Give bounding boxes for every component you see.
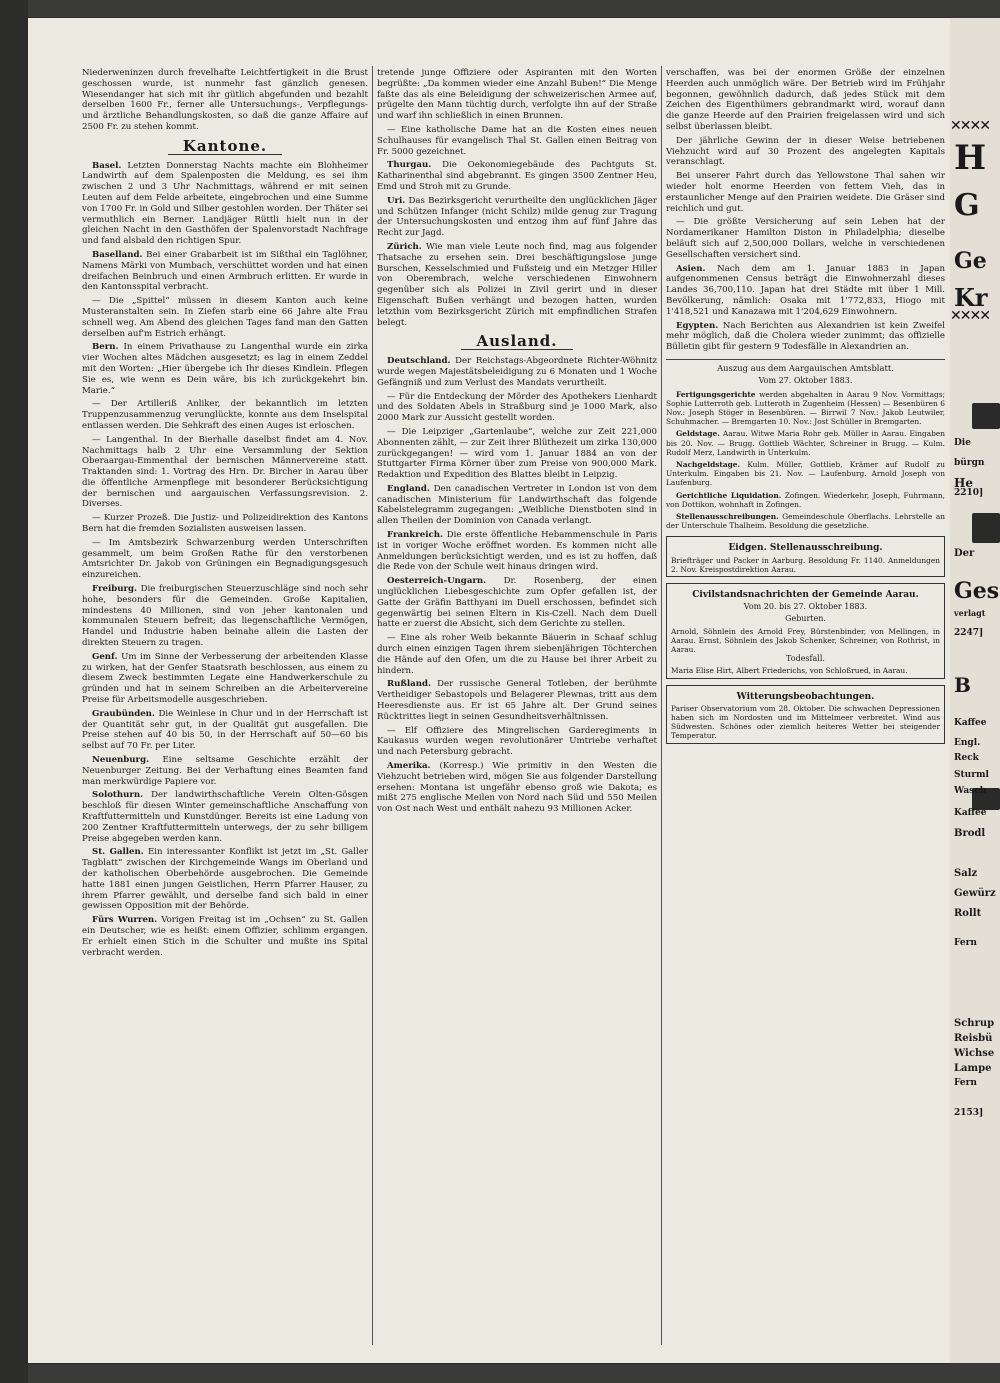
box2-title: Civilstandsnachrichten der Gemeinde Aarau. [692,589,919,600]
strip-fragment: Engl. [954,738,981,748]
strip-fragment: Wichse [954,1048,995,1059]
article-lead: Rußland. [387,679,432,690]
strip-fragment: Kaffee [954,718,987,728]
article-paragraph [82,161,368,247]
article-lead: Geldstage. [676,429,720,439]
box1-title: Eidgen. Stellenausschreibung. [728,543,883,554]
article-paragraph [82,435,368,511]
article-text: Kulm. Müller, Gottlieb, Krämer auf Rudolf zu Unterkulm. Eingaben bis 21. Nov. — Laufenburg. Arnold Joseph von Laufenburg. [666,459,945,488]
column-rule-2 [661,66,662,1345]
article-paragraph [82,250,368,293]
article-lead: Oesterreich-Ungarn. [387,576,487,587]
article-paragraph [377,356,657,388]
article-text: Die Weinlese in Chur und in der Herrschaft ist der Quantität sehr gut, in der Qualität gut ausgefallen. Die Preise stehen auf 40 bis 50, in der Herrschaft auf 50—60 bis selbst auf 70 Fr. per Liter. [82,708,368,752]
article-paragraph [377,427,657,481]
article-paragraph [377,392,657,424]
article-text: Vorigen Freitag ist im „Ochsen“ zu St. Gallen ein Deutscher, wie es heißt: einem Offizier, schlimm ergangen. Er erhielt einen Stich in die Schulter und mußte ins Spital verbracht werden. [82,915,368,958]
article-lead: Asien. [676,263,706,274]
box3-text: Pariser Observatorium vom 28. Oktober. Die schwachen Depressionen haben sich im Nordosten und im Mittelmeer verbreitet. Wind aus Südwesten. Schönes oder ziemlich heiteres Wetter bei steigender Temperatur. [671,703,940,741]
article-lead: Egypten. [676,320,719,331]
article-paragraph [377,530,657,573]
article-text: Ein interessanter Konflikt ist jetzt im „St. Galler Tagblatt“ zwischen der Kirchgemeinde Wangs im Oberland und der katholischen Oberbehörde ausgebrochen. Die Gemeinde hatte 1881 einen jungen Geistlichen, Herrn Pfarrer Hauser, zu ihrem Pfarrer gewählt, und derselbe fand sich bald in einer gewissen Opposition mit der Behörde. [82,847,368,912]
article-paragraph [82,652,368,706]
strip-fragment: Fern [954,938,977,948]
article-paragraph [82,584,368,649]
article-lead: Basel. [92,160,122,171]
article-text: Den canadischen Vertreter in London ist von dem canadischen Ministerium für Landwirthschaft das folgende Kabelstelegramm zugegangen: „Weibliche Dienstboten sind in allen Theilen der Dominion von Canada verlangt. [377,483,657,527]
amtsblatt-title: Auszug aus dem Aargauischen Amtsblatt. [666,359,945,374]
article-text: werden abgehalten in Aarau 9 Nov. Vormittags; Sophie Lutterroth geb. Lutteroth in Zugenheim (Hessen) — Besenbüren 6 Nov.: Joseph Stöger in Besenbüren. — Birrwil 7 Nov.: Jakob Leutwiler, Schuhmacher. — Bremgarten 10. Nov.: Jost Schüller in Bremgarten. [666,389,945,427]
article-text: Der landwirthschaftliche Verein Olten-Gösgen beschloß für diesen Winter gemeinschaftliche Anschaffung von Kraftfuttermitteln und Kunstdünger. Bereits ist eine Ladung von 200 Zentner Kraftfuttermitteln unterwegs, der zu sehr billigem Preise abgegeben werden kann. [82,790,368,844]
article-paragraph [377,196,657,239]
article-paragraph [666,390,945,427]
article-text: In einem Privathause zu Langenthal wurde ein zirka vier Wochen altes Mädchen ausgesetzt; es lag in einem Zeddel mit den Worten: „Hier übergebe ich Ihr dieses Kindlein. Pflegen Sie es, wie wenn es Dein wäre, bis ich zurückgekehrt bin. Marie.“ [82,342,368,396]
article-paragraph [666,136,945,168]
article-text: Das Bezirksgericht verurtheilte den unglücklichen Jäger und Schützen Infanger (nicht Schilz) milde genug zur Tragung der Untersuchungskosten und entzog ihm auf fünf Jahre das Recht zur Jagd. [377,195,657,239]
article-lead: Baselland. [92,249,143,260]
article-text: (Korresp.) Wie primitiv in den Westen die Viehzucht betrieben wird, mögen Sie aus folgender Darstellung ersehen: Montana ist ungefähr ebenso groß wie Dakota; es mißt 275 englische Meilen von Nord nach Süd und 550 Meilen von Ost nach West und enthält nahezu 93 Millionen Acker. [377,761,657,815]
strip-fragment: Gewürz [954,888,996,899]
article-text: — Eine katholische Dame hat an die Kosten eines neuen Schulhauses für evangelisch Thal St. Gallen einen Beitrag von Fr. 5000 gezeichnet. [377,124,657,157]
strip-fragment: G [954,188,980,223]
ausland-heading: Ausland. [476,332,558,351]
article-lead: Nachgeldstage. [676,459,741,469]
article-paragraph [377,679,657,722]
article-text: Dr. Rosenberg, der einen unglücklichen Liebesgeschichte zum Opfer gefallen ist, der Gatte der Gräfin Batthyani im Duell erschossen, befindet sich gegenwärtig bei seinen Eltern in Kis-Czell. Nach dem Duell hatte er zuerst die Absicht, sich dem Gerichte zu stellen. [377,576,657,630]
births-text: Arnold, Söhnlein des Arnold Frey, Bürstenbinder, von Mellingen, in Aarau. Ernst, Söhnlein des Jakob Schenker, Schreiner, von Rothrist, in Aarau. [671,626,940,654]
article-paragraph [377,726,657,758]
strip-fragment: He [954,476,973,490]
stellenausschreibung-box [666,536,945,577]
article-paragraph [377,125,657,157]
column-3 [666,68,945,1343]
article-lead: St. Gallen. [92,847,144,858]
strip-fragment: Der [954,548,975,559]
strip-fragment: Lampe [954,1063,992,1074]
strip-fragment: Reisbü [954,1033,993,1044]
article-text: Der Reichstags-Abgeordnete Richter-Wöhnitz wurde wegen Majestätsbeleidigung zu 6 Monaten und 1 Woche Gefängniß und zum Verlust des Mandats verurtheilt. [377,356,657,388]
article-text: Die freiburgischen Steuerzuschläge sind noch sehr hohe, besonders für die Gemeinden. Große Kapitalien, mindestens 40 Millionen, sind von jeher kantonalen und kommunalen Steuern befreit; das liegenschaftliche Vermögen, Handel und Industrie haben beinahe allein die Lasten der direkten Steuern zu tragen. [82,584,368,649]
strip-fragment: H [954,138,987,178]
article-lead: Gerichtliche Liquidation. [676,490,782,500]
article-paragraph [666,512,945,530]
article-paragraph [82,915,368,958]
strip-fragment: 2247] [954,628,984,638]
article-lead: Thurgau. [387,160,432,171]
ink-block [972,513,1000,543]
strip-fragment: Ges [954,578,1000,604]
civilstand-box [666,583,945,679]
article-lead: Bern. [92,342,119,353]
article-paragraph [666,429,945,457]
article-paragraph [82,709,368,752]
article-text: Der russische General Totleben, der berühmte Vertheidiger Sebastopols und Belagerer Plewnas, tritt aus dem Heeresdienste aus. Er ist 65 Jahre alt. Der Grund seines Rücktrittes liegt in seinen Gesundheitsverhältnissen. [377,679,657,722]
strip-fragment: Salz [954,868,978,879]
article-text: Um im Sinne der Verbesserung der arbeitenden Klasse zu wirken, hat der Genfer Staatsrath beschlossen, aus einem zu diesem Zweck bestimmten Legate eine Handwerkerschule zu gründen und hat in seinem Schreiben an die Arbeitervereine Preise für Arbeitsmodelle ausgeschrieben. [82,651,368,706]
article-text: Die Oekonomiegebäude des Pachtguts St. Katharinenthal sind abgebrannt. Es gingen 3500 Zentner Heu, Emd und Stroh mit zu Grunde. [377,160,657,192]
column-rule-1 [372,66,373,1345]
col3-articles [666,136,945,353]
box1-text: Briefträger und Packer in Aarburg. Besoldung Fr. 1140. Anmeldungen 2. Nov. Kreispostdirektion Aarau. [671,555,940,574]
amtsblatt-entries [666,390,945,531]
article-lead: Frankreich. [387,530,443,541]
article-paragraph [82,296,368,339]
article-paragraph [82,755,368,787]
article-paragraph [377,761,657,815]
article-text: — Die Leipziger „Gartenlaube“, welche zur Zeit 221,000 Abonnenten zählt, — zur Zeit ihrer Blüthezeit um zirka 130,000 zurückgegangen! — wird vom 1. Januar 1884 an von der Stuttgarter Firma Körner über zum Preise von 900,000 Mark. Redaktion und Expedition des Blattes bleibt in Leipzig. [377,426,657,481]
column-2 [377,68,657,1343]
adjacent-page-strip [950,18,1000,1363]
article-paragraph [377,576,657,630]
col2-foreign-articles [377,356,657,815]
amtsblatt-date: Vom 27. Oktober 1883. [758,375,853,385]
article-text: — Elf Offiziere des Mingrelischen Garderegiments in Kaukasus wurden wegen revolutionärer Umtriebe verhaftet und nach Petersburg gebracht. [377,725,657,758]
page-shadow [0,0,28,1383]
article-text: — Die „Spittel“ müssen in diesem Kanton auch keine Musteranstalten sein. In Ziefen starb eine 66 Jahre alte Frau schnell weg. Am Abend des gleichen Tages fand man den Gatten derselben auf'm Estrich erhängt. [82,296,368,339]
deaths-text: Maria Elise Hirt, Albert Friederichs, von Schloßrued, in Aarau. [671,666,908,676]
strip-fragment: Brodl [954,828,986,839]
strip-fragment: verlagt [954,608,986,618]
strip-fragment: 2153] [954,1108,984,1118]
deaths-label: Todesfall. [786,654,825,664]
article-text: Letzten Donnerstag Nachts machte ein Blohheimer Landwirth auf dem Spalenposten die Meldung, es sei ihm zwischen 2 und 3 Uhr Nachmittags, während er mit seinen Leuten auf dem Felde arbeitete, eingebrochen und eine Summe von 1700 Fr. in Gold und Silber gestohlen worden. Der Thäter sei vermuthlich ein Berner. Landjäger Rüttli hielt nun in der gleichen Nacht in den Gasthöfen der Spalenvorstadt Nachfrage und fand alsbald den richtigen Spur. [82,160,368,247]
article-paragraph [377,242,657,328]
strip-fragment: Rollt [954,908,982,919]
strip-fragment: Die [954,438,971,448]
article-lead: Fürs Wurren. [92,915,158,926]
article-lead: Freiburg. [92,584,137,595]
article-text: — Die größte Versicherung auf sein Leben hat der Nordamerikaner Hamilton Diston in Philadelphia; dieselbe beläuft sich auf 2,500,000 Dollars, welche in verschiedenen Gesellschaften versichert sind. [666,217,945,260]
strip-fragment: Kr [954,283,988,312]
article-lead: Zürich. [387,241,422,252]
article-text: Nach Berichten aus Alexandrien ist kein Zweifel mehr möglich, daß die Cholera wieder zunimmt; das offizielle Bülletin gibt für gestern 9 Todesfälle in Alexandrien an. [666,320,945,353]
col1-articles [82,161,368,959]
article-lead: Solothurn. [92,790,144,801]
witterung-box [666,685,945,744]
article-paragraph [666,171,945,214]
col2-articles [377,125,657,328]
col2-intro: tretende junge Offiziere oder Aspiranten mit den Worten begrüßte: „Da kommen wieder eine Anzahl Buben!“ Die Menge faßte das als eine Beleidigung der schweizerischen Armee auf, prügelte den Mann tüchtig durch, verfolgte ihn auf der Straße und warf ihn schließlich in einen Brunnen. [377,68,657,122]
strip-fragment: Fern [954,1078,977,1088]
article-lead: Graubünden. [92,708,155,719]
article-paragraph [666,321,945,353]
article-text: Bei unserer Fahrt durch das Yellowstone Thal sahen wir wieder holt enorme Heerden von fettem Vieh, das in erstaunlicher Menge auf den Prairien weidete. Die Gräser sind reichlich und gut. [666,171,945,214]
article-lead: Neuenburg. [92,755,150,766]
article-lead: Deutschland. [387,356,451,367]
article-lead: Fertigungsgerichte [676,389,756,399]
article-text: Nach dem am 1. Januar 1883 in Japan aufgenommenen Census beträgt die Einwohnerzahl dieses Landes 36,700,110. Japan hat drei Städte mit über 1 Mill. Bevölkerung, nämlich: Osaka mit 1'772,833, Hiogo mit 1'418,521 und Kanazawa mit 1'204,629 Einwohnern. [666,263,945,317]
article-text: Gemeindeschule Oberflachs. Lehrstelle an der Unterschule Thalheim. Besoldung die gesetzliche. [666,511,945,531]
article-paragraph [377,160,657,192]
strip-fragment: Wasch [954,786,987,796]
births-label: Geburten. [785,614,826,624]
article-paragraph [666,217,945,260]
kantone-heading: Kantone. [182,136,268,155]
article-lead: Genf. [92,651,118,662]
article-paragraph [82,513,368,535]
box3-title: Witterungsbeobachtungen. [736,691,875,702]
article-paragraph [377,484,657,527]
ornament-border: ✕✕✕✕ [950,118,989,134]
article-paragraph [82,342,368,396]
article-lead: Uri. [387,195,406,206]
article-text: — Langenthal. In der Bierhalle daselbst findet am 4. Nov. Nachmittags halb 2 Uhr eine Versammlung der Sektion Oberaargau-Emmenthal der bernischen Männervereine statt. Traktanden sind: 1. Vortrag des Hrn. Dr. Bircher in Aarau über die öffentliche Armenpflege mit besonderer Berücksichtigung der bernischen und aargauischen Verfassungsrevision. 2. Diverses. [82,434,368,510]
article-lead: England. [387,483,430,494]
article-paragraph [377,633,657,676]
article-paragraph [666,460,945,488]
strip-fragment: Kaffee [954,808,987,818]
strip-fragment: Reck [954,753,979,763]
article-text: — Der Artilleriß Anliker, der bekanntlich im letzten Truppenzusammenzug verunglückte, konnte aus dem Inselspital entlassen werden. Die Sehkraft des einen Auges ist erloschen. [82,399,368,431]
strip-fragment: Schrup [954,1018,995,1029]
article-lead: Amerika. [387,761,431,772]
strip-fragment: B [954,673,971,697]
article-text: — Eine als roher Weib bekannte Bäuerin in Schaaf schlug durch einen einzigen Tagen ihrem siebenjährigen Töchterchen die Hände auf den Ofen, um die zu Hause bei ihrer Arbeit zu hindern. [377,633,657,676]
article-paragraph [82,538,368,581]
article-paragraph [82,847,368,912]
ink-block [972,403,1000,429]
article-text: Wie man viele Leute noch find, mag aus folgender Thatsache zu ersehen sein. Drei beschäftigungslose junge Burschen, Kesselschmied und Fußsteig und ein Metzger Hiller von Oberembrach, welche verschiedenen Einwohnern gegenüber sich als Polizei in Zivil gerirt und in dieser Eigenschaft Bußen verhängt und bezogen hatten, wurden letzthin vom Bezirksgericht Zürich mit empfindlichen Strafen belegt. [377,241,657,328]
article-text: — Für die Entdeckung der Mörder des Apothekers Lienhardt und des Soldaten Abels in Straßburg sind je 1000 Mark, also 2000 Mark zur Aussicht gestellt worden. [377,391,657,424]
article-text: Eine seltsame Geschichte erzählt der Neuenburger Zeitung. Bei der Verhaftung eines Beamten fand man merkwürdige Papiere vor. [82,755,368,787]
article-text: Zofingen. Wiederkehr, Joseph, Fuhrmann, von Dottikon, wohnhaft in Zofingen. [666,490,945,509]
article-text: — Im Amtsbezirk Schwarzenburg werden Unterschriften gesammelt, um beim Großen Rathe für den verstorbenen Amtsrichter Dr. Jakob von Grüningen ein Begnadigungsgesuch einzureichen. [82,537,368,581]
article-text: — Kurzer Prozeß. Die Justiz- und Polizeidirektion des Kantons Bern hat die fremden Sozialisten ausweisen lassen. [82,513,368,535]
newspaper-page [28,18,950,1363]
article-text: Die erste öffentliche Hebammenschule in Paris ist in voriger Woche eröffnet worden. Es kommen nicht alle Anmeldungen berücksichtigt werden, und es ist zu hoffen, daß die Rede von der Schule weit hinaus dringen wird. [377,530,657,573]
col1-intro: Niederweninzen durch frevelhafte Leichtfertigkeit in die Brust geschossen wurde, ist nunmehr fast gänzlich genesen. Wiesendanger hat sich mit ihr gütlich abgefunden und bezahlt derselben 1600 Fr., ferner alle Untersuchungs-, Verpflegungs- und ärztliche Behandlungskosten, so daß die ganze Affaire auf 2500 Fr. zu stehen kommt. [82,68,368,132]
article-paragraph [82,790,368,844]
article-paragraph [666,491,945,509]
strip-fragment: Sturml [954,770,989,780]
strip-fragment: 2210] [954,488,984,498]
article-text: Aarau. Witwe Maria Rohr geb. Müller in Aarau. Eingaben bis 20. Nov. — Brugg. Gottlieb Wächter, Schreiner in Brugg. — Kulm. Rudolf Merz, Landwirth in Unterkulm. [666,429,945,457]
article-paragraph [82,399,368,431]
strip-fragment: bürgn [954,458,985,468]
article-lead: Stellenausschreibungen. [676,511,779,521]
article-paragraph [666,264,945,318]
column-1 [82,68,368,1343]
col3-intro: verschaffen, was bei der enormen Größe der einzelnen Heerden auch unmöglich wäre. Der Betrieb wird im Frühjahr begonnen, gewöhnlich dadurch, daß jedes Stück mit dem Zeichen des Eigenthümers gebrandmarkt wird, worauf dann die ganze Heerde auf den Prairien freigelassen wird und sich selbst überlassen bleibt. [666,68,945,132]
strip-fragment: Ge [954,248,987,274]
article-text: Der jährliche Gewinn der in dieser Weise betriebenen Viehzucht wird auf 30 Prozent des angelegten Kapitals veranschlagt. [666,135,945,168]
ornament-border: ✕✕✕✕ [950,308,989,324]
article-text: Bei einer Grabarbeit ist im Sißthal ein Taglöhner, Namens Märki von Mumbach, verschüttet worden und hat einen dreifachen Beinbruch und einen Armbruch erlitten. Er wurde in den Kantonsspital verbracht. [82,249,368,293]
box2-sub: Vom 20. bis 27. Oktober 1883. [743,602,868,612]
